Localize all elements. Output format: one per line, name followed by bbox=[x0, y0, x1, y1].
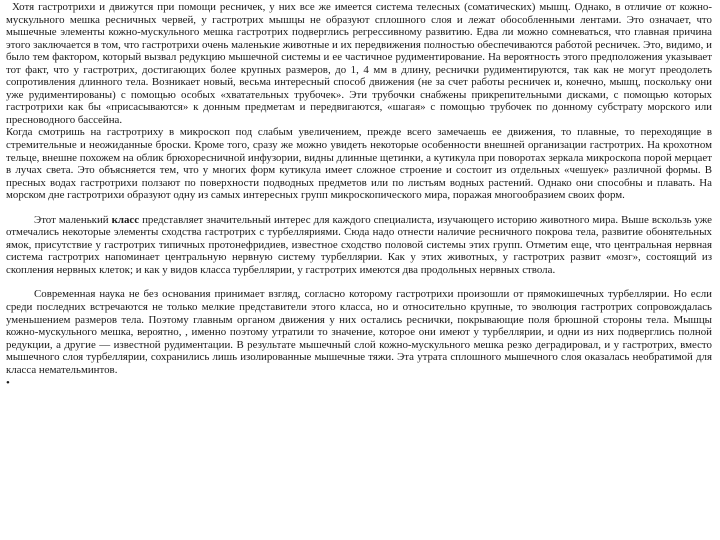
paragraph-evolution: Современная наука не без основания принимает взгляд, согласно которому гастротрихи произошли от прямокишечных турбеллярии. Но если среди последних встречаются не только мелкие представители этого класса, но и относительно крупные, то эволюция гастротрих сопровождалась уменьшением размеров тела. Поэтому главным органом движения у них остались реснички, покрывающие поля брюшной стороны тела. Мышцы кожно-мускульного мешка, вероятно, , именно поэтому утратили то значение, которое они имеют у турбеллярии, и одни из них подверглись полной редукции, а другие — известной рудиментации. В результате мышечный слой кожно-мускульного мешка резко деградировал, и у гастротрих, вместо мышечного слоя турбеллярии, сохранились лишь изолированные мышечные тяжи. Эта утрата сплошного мышечного слоя оказалась необратимой для класса немательминтов. bbox=[6, 288, 712, 376]
paragraph-class-interest bbox=[6, 214, 712, 277]
paragraph-class-interest-rest: представляет значительный интерес для каждого специалиста, изучающего историю животного мира. Выше вскользь уже отмечались некоторые элементы сходства гастротрих с турбелляриями. Сюда надо отнести наличие ресничного покрова тела, развитие обонятельных ямок, присутствие у гастротрих типичных протонефридиев, известное сходство половой системы этих групп. Отметим еще, что центральная нервная система гастротрих напоминает центральную нервную систему турбеллярии. Как у этих животных, у гастротрих развит «мозг», состоящий из скопления нервных клеток; и как у видов класса турбеллярии, у гастротрих имеются два продольных нервных ствола. bbox=[6, 213, 712, 276]
paragraph-movement-muscles: Хотя гастротрихи и движутся при помощи ресничек, у них все же имеется система телесных (соматических) мышц. Однако, в отличие от кожно-мускульного мешка ресничных червей, у гастротрих мышцы не образуют сплошного слоя и лежат обособленными лентами. Это означает, что мышечные элементы кожно-мускульного мешка гастротрих подверглись регрессивному развитию. Едва ли можно сомневаться, что главная причина этого заключается в том, что гастротрихи очень маленькие животные и их передвижения полностью обеспечиваются работой ресничек. Это, видимо, и было тем фактором, который вызвал редукцию мышечной системы и ее частичное рудиментирование. На вероятность этого предположения указывает тот факт, что у гастротрих, достигающих более крупных размеров, до 1, 4 мм в длину, реснички рудиментируются, так как не могут преодолеть сопротивления длинного тела. Возникает новый, весьма интересный способ движения (не за счет работы ресничек и, конечно, мышц, поскольку они уже рудиментированы) с помощью особых «хватательных трубочек». Эти трубочки снабжены прикрепительными дисками, с помощью которых гастротрихи как бы «присасываются» к донным предметам и передвигаются, «шагая» с помощью трубочек по донному субстрату морского или пресноводного бассейна. bbox=[6, 1, 712, 126]
bold-term-class: класс bbox=[111, 213, 140, 226]
bullet-marker: • bbox=[6, 377, 10, 390]
paragraph-microscope-observation: Когда смотришь на гастротриху в микроскоп под слабым увеличением, прежде всего замечаешь ее движения, то плавные, то переходящие в стремительные и неожиданные броски. Кроме того, сразу же можно увидеть некоторые особенности внешней организации гастротрих. На крохотном тельце, внешне похожем на облик брюхоресничной инфузории, видны длинные щетинки, а кутикула при поворотах зеркала микроскопа порой мерцает в лучах света. Это объясняется тем, что у многих форм кутикула имеет сложное строение и состоит из отдельных «чешуек» различной формы. В пресных водах гастротрихи ползают по поверхности подводных предметов или по листьям водных растений. Однако они способны и плавать. На морском дне гастротрихи образуют одну из самых интересных групп микроскопического мира, поражая многообразием своих форм. bbox=[6, 126, 712, 202]
paragraph-class-interest-start: Этот маленький bbox=[34, 213, 112, 226]
document-page bbox=[6, 1, 712, 389]
